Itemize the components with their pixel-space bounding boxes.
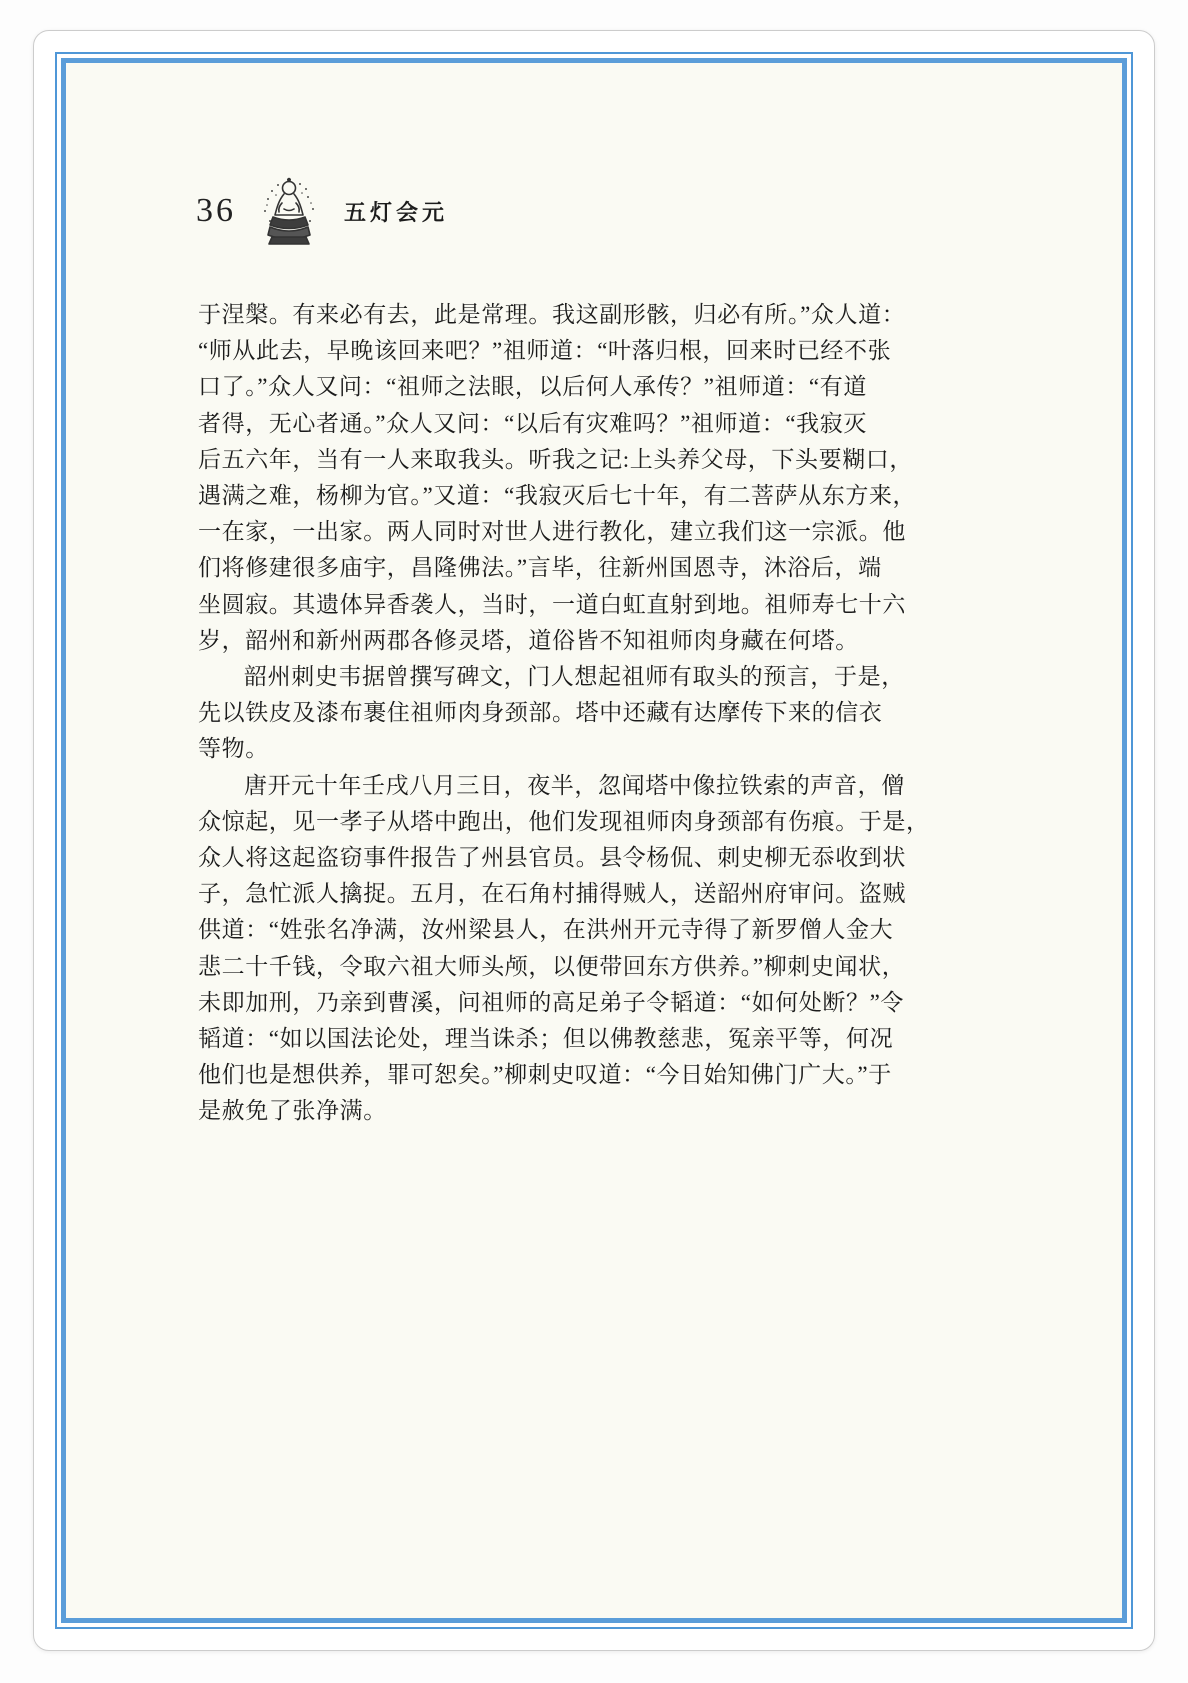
page-number: 36: [196, 192, 236, 229]
book-title: 五灯会元: [344, 199, 449, 225]
text-line: 们将修建很多庙宇，昌隆佛法。”言毕，往新州国恩寺，沐浴后，端: [198, 555, 882, 581]
text-line: 是赦免了张净满。: [198, 1098, 387, 1124]
buddha-icon: [258, 173, 320, 249]
text-line: 悲二十千钱，令取六祖大师头颅，以便带回东方供养。”柳刺史闻状，: [198, 953, 906, 979]
text-line: 于涅槃。有来必有去，此是常理。我这副形骸，归必有所。”众人道：: [198, 302, 906, 327]
body-text: [198, 297, 930, 1130]
text-line: 先以铁皮及漆布裹住祖师肉身颈部。塔中还藏有达摩传下来的信衣: [198, 700, 883, 726]
page-header: [196, 171, 448, 251]
text-line: 众惊起，见一孝子从塔中跑出，他们发现祖师肉身颈部有伤痕。于是，: [198, 808, 930, 834]
text-line: 韶州刺史韦据曾撰写碑文，门人想起祖师有取头的预言，于是，: [244, 664, 905, 690]
text-line: 子，急忙派人擒捉。五月，在石角村捕得贼人，送韶州府审问。盗贼: [198, 881, 906, 907]
text-line: 唐开元十年壬戌八月三日，夜半，忽闻塔中像拉铁索的声音，僧: [244, 772, 905, 798]
text-line: “师从此去，早晚该回来吧？”祖师道：“叶落归根，回来时已经不张: [198, 338, 892, 364]
text-line: 供道：“姓张名净满，汝州梁县人，在洪州开元寺得了新罗僧人金大: [198, 917, 894, 943]
text-line: 后五六年，当有一人来取我头。听我之记:上头养父母，下头要糊口，: [198, 446, 913, 472]
text-line: 等物。: [198, 736, 269, 762]
text-line: 众人将这起盗窃事件报告了州县官员。县令杨侃、刺史柳无忝收到状: [198, 845, 906, 871]
text-line: 口了。”众人又问：“祖师之法眼，以后何人承传？”祖师道：“有道: [198, 374, 867, 400]
text-line: 一在家，一出家。两人同时对世人进行教化，建立我们这一宗派。他: [198, 519, 906, 545]
text-line: 遇满之难，杨柳为官。”又道：“我寂灭后七十年，有二菩萨从东方来，: [198, 483, 917, 509]
text-line: 他们也是想供养，罪可恕矣。”柳刺史叹道：“今日始知佛门广大。”于: [198, 1062, 892, 1088]
text-line: 坐圆寂。其遗体异香袭人，当时，一道白虹直射到地。祖师寿七十六: [198, 591, 906, 617]
text-line: 未即加刑，乃亲到曹溪，问祖师的高足弟子令韬道：“如何处断？”令: [198, 989, 905, 1015]
text-line: 岁，韶州和新州两郡各修灵塔，道俗皆不知祖师肉身藏在何塔。: [198, 627, 859, 653]
text-line: 者得，无心者通。”众人又问：“以后有灾难吗？”祖师道：“我寂灭: [198, 410, 867, 436]
text-line: 韬道：“如以国法论处，理当诛杀；但以佛教慈悲，冤亲平等，何况: [198, 1026, 894, 1052]
book-page-card: [33, 30, 1155, 1651]
